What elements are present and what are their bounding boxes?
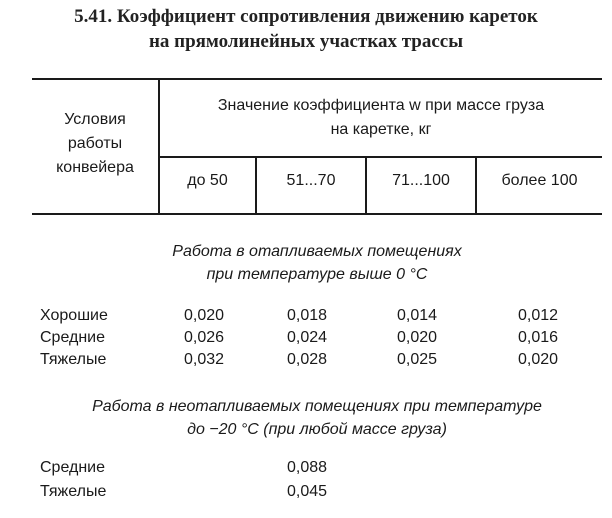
table-cell: 0,028	[287, 351, 328, 368]
table-top-rule	[32, 78, 602, 80]
table-cell: 0,025	[397, 351, 438, 368]
table-cell: 0,045	[287, 483, 328, 500]
column-header: 51...70	[286, 172, 336, 189]
column-header: 71...100	[392, 172, 450, 189]
table-cell: 0,016	[518, 329, 559, 346]
table-cell: 0,088	[287, 459, 328, 476]
section-heated-title: Работа в отапливаемых помещениях при температуре выше 0 °С	[172, 243, 462, 283]
table-cell: 0,026	[184, 329, 225, 346]
header-coefficient: Значение коэффициента w при массе груза на каретке, кг	[217, 97, 545, 138]
header-conditions: Условия работы конвейера	[56, 111, 134, 176]
subheader-rule	[158, 156, 602, 158]
row-label: Хорошие	[40, 307, 108, 324]
column-header: до 50	[187, 172, 228, 189]
table-cell: 0,018	[287, 307, 328, 324]
table-cell: 0,020	[518, 351, 559, 368]
caption-line-2: на прямолинейных участках трассы	[148, 31, 464, 52]
table-cell: 0,012	[518, 307, 559, 324]
row-label: Тяжелые	[40, 351, 107, 368]
table-caption	[0, 4, 612, 54]
row-label: Тяжелые	[40, 483, 107, 500]
table-cell: 0,020	[184, 307, 225, 324]
row-label: Средние	[40, 459, 106, 476]
table-cell: 0,014	[397, 307, 438, 324]
row-label: Средние	[40, 329, 106, 346]
table-header-bottom-rule	[32, 213, 602, 215]
table-cell: 0,024	[287, 329, 328, 346]
column-header: более 100	[501, 172, 578, 189]
caption-line-1: 5.41. Коэффициент сопротивления движению кареток	[74, 6, 538, 27]
table-cell: 0,020	[397, 329, 438, 346]
section-unheated-title: Работа в неотапливаемых помещениях при температуре до −20 °С (при любой массе груза)	[92, 398, 542, 438]
table-cell: 0,032	[184, 351, 225, 368]
